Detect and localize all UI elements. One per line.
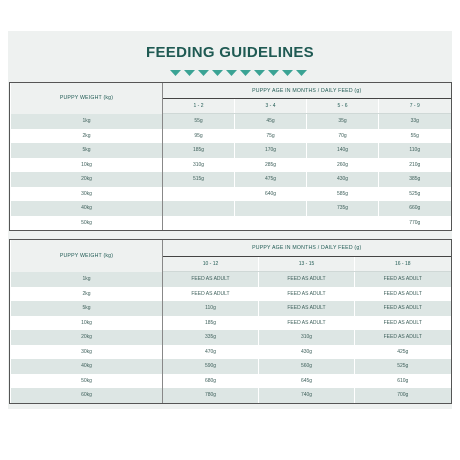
feed-cell: 525g (355, 359, 451, 374)
chevron-down-icon (184, 70, 195, 76)
weight-cell: 30kg (11, 345, 163, 360)
feed-cell: 645g (259, 374, 355, 389)
feed-cell: 285g (235, 158, 307, 173)
feed-cell: 770g (379, 216, 451, 231)
feed-cell: 740g (259, 388, 355, 403)
feed-cell: 430g (307, 172, 379, 187)
table-row (11, 216, 451, 231)
feed-cell: 385g (379, 172, 451, 187)
chevron-down-icon (296, 70, 307, 76)
age-column-header: 3 - 4 (235, 99, 307, 114)
feed-cell: 660g (379, 201, 451, 216)
weight-cell: 40kg (11, 201, 163, 216)
feed-cell: 55g (163, 114, 235, 129)
age-column-header: 5 - 6 (307, 99, 379, 114)
feed-cell: 35g (307, 114, 379, 129)
age-header: PUPPY AGE IN MONTHS / DAILY FEED (g) (163, 240, 451, 257)
weight-cell: 1kg (11, 272, 163, 287)
feeding-table-2 (10, 240, 451, 403)
chevron-down-icon (226, 70, 237, 76)
weight-cell: 60kg (11, 388, 163, 403)
feed-cell: 590g (163, 359, 259, 374)
feed-cell: 75g (235, 129, 307, 144)
chevron-down-icon (170, 70, 181, 76)
table-row (11, 359, 451, 374)
weight-cell: 1kg (11, 114, 163, 129)
feed-cell: FEED AS ADULT (259, 272, 355, 287)
feed-cell: 335g (163, 330, 259, 345)
feed-cell: 525g (379, 187, 451, 202)
feed-cell: FEED AS ADULT (163, 287, 259, 302)
feed-cell: 110g (379, 143, 451, 158)
feed-cell: 780g (163, 388, 259, 403)
feed-cell (163, 216, 235, 231)
weight-cell: 20kg (11, 172, 163, 187)
feed-cell: FEED AS ADULT (355, 316, 451, 331)
feed-cell (307, 216, 379, 231)
table-row (11, 301, 451, 316)
feed-cell: 560g (259, 359, 355, 374)
table-row (11, 129, 451, 144)
weight-cell: 2kg (11, 129, 163, 144)
weight-cell: 30kg (11, 187, 163, 202)
feed-cell: 310g (259, 330, 355, 345)
weight-cell: 20kg (11, 330, 163, 345)
age-column-header: 1 - 2 (163, 99, 235, 114)
table-row (11, 316, 451, 331)
feed-cell: 210g (379, 158, 451, 173)
feed-cell (235, 216, 307, 231)
feed-cell: FEED AS ADULT (355, 301, 451, 316)
table-row (11, 114, 451, 129)
feed-cell: 640g (235, 187, 307, 202)
age-header: PUPPY AGE IN MONTHS / DAILY FEED (g) (163, 83, 451, 99)
weight-cell: 10kg (11, 316, 163, 331)
table-row (11, 388, 451, 403)
weight-column-header: PUPPY WEIGHT (kg) (11, 240, 163, 272)
feed-cell: 70g (307, 129, 379, 144)
weight-cell: 2kg (11, 287, 163, 302)
feed-cell: FEED AS ADULT (355, 330, 451, 345)
feed-cell: 475g (235, 172, 307, 187)
feed-cell: 610g (355, 374, 451, 389)
table-row (11, 330, 451, 345)
feed-cell: 680g (163, 374, 259, 389)
feed-cell: FEED AS ADULT (259, 316, 355, 331)
weight-cell: 5kg (11, 301, 163, 316)
table-row (11, 272, 451, 287)
feed-cell: 33g (379, 114, 451, 129)
weight-cell: 50kg (11, 216, 163, 231)
feed-cell: 585g (307, 187, 379, 202)
feed-cell: 185g (163, 316, 259, 331)
feed-cell: 110g (163, 301, 259, 316)
table-row (11, 345, 451, 360)
table-row (11, 287, 451, 302)
feed-cell (163, 201, 235, 216)
feed-cell (163, 187, 235, 202)
chevron-down-icon (212, 70, 223, 76)
feed-cell: 95g (163, 129, 235, 144)
feeding-table-1 (10, 83, 451, 230)
table-row (11, 201, 451, 216)
feed-cell: FEED AS ADULT (259, 301, 355, 316)
feed-cell: FEED AS ADULT (355, 272, 451, 287)
age-column-header: 10 - 12 (163, 257, 259, 272)
chevron-down-icon (282, 70, 293, 76)
chevron-divider (170, 70, 307, 76)
feed-cell: 260g (307, 158, 379, 173)
feed-cell: 700g (355, 388, 451, 403)
chevron-down-icon (198, 70, 209, 76)
feed-cell: FEED AS ADULT (163, 272, 259, 287)
table-row (11, 187, 451, 202)
feed-cell: 45g (235, 114, 307, 129)
age-column-header: 13 - 15 (259, 257, 355, 272)
feed-cell: 515g (163, 172, 235, 187)
age-column-header: 7 - 9 (379, 99, 451, 114)
feed-cell: 185g (163, 143, 235, 158)
feed-cell: 470g (163, 345, 259, 360)
weight-cell: 5kg (11, 143, 163, 158)
weight-column-header: PUPPY WEIGHT (kg) (11, 83, 163, 114)
weight-cell: 50kg (11, 374, 163, 389)
weight-cell: 40kg (11, 359, 163, 374)
table-row (11, 172, 451, 187)
age-column-header: 16 - 18 (355, 257, 451, 272)
feed-cell: FEED AS ADULT (355, 287, 451, 302)
feed-cell: 140g (307, 143, 379, 158)
feed-cell (235, 201, 307, 216)
feed-cell: FEED AS ADULT (259, 287, 355, 302)
feed-cell: 55g (379, 129, 451, 144)
feed-cell: 310g (163, 158, 235, 173)
feed-cell: 170g (235, 143, 307, 158)
feed-cell: 430g (259, 345, 355, 360)
page-title: FEEDING GUIDELINES (146, 44, 314, 61)
chevron-down-icon (240, 70, 251, 76)
weight-cell: 10kg (11, 158, 163, 173)
table-row (11, 143, 451, 158)
chevron-down-icon (268, 70, 279, 76)
table-row (11, 158, 451, 173)
feed-cell: 425g (355, 345, 451, 360)
feed-cell: 735g (307, 201, 379, 216)
table-row (11, 374, 451, 389)
chevron-down-icon (254, 70, 265, 76)
